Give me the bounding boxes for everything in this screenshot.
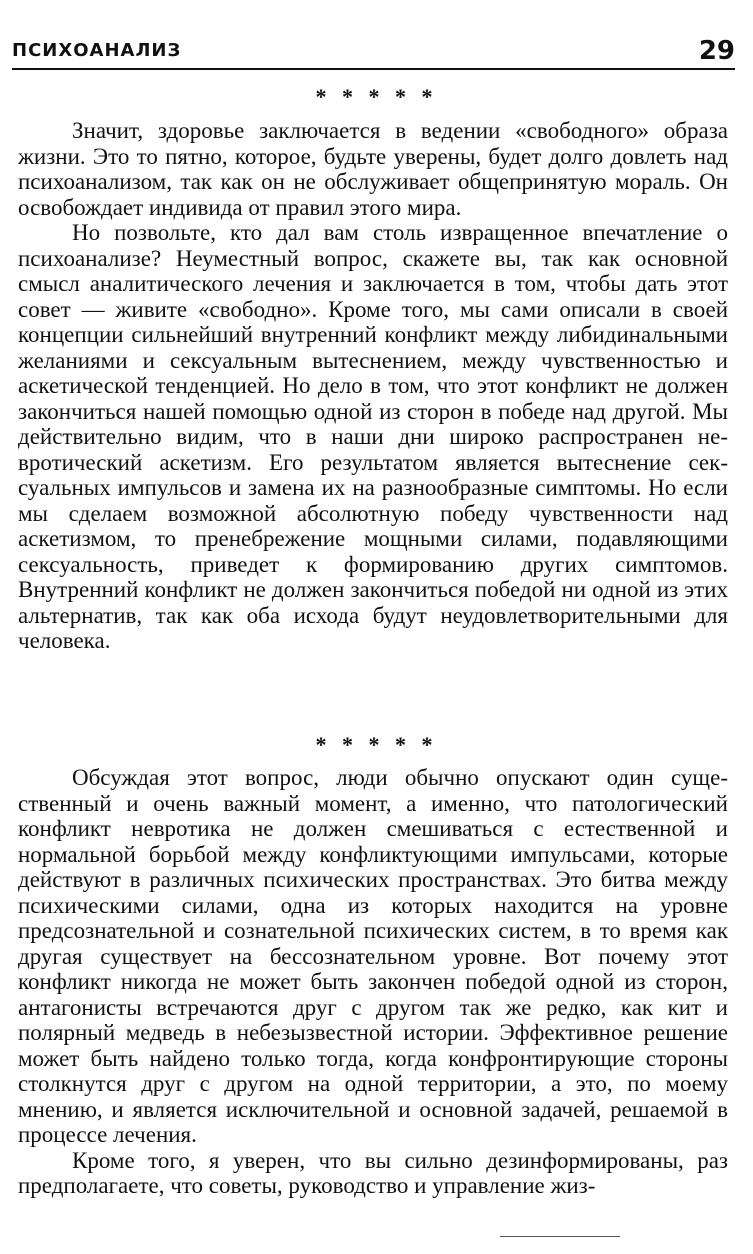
running-header (12, 38, 735, 70)
paragraph: Обсуждая этот вопрос, люди обычно опускают один существенный и очень важный момент, а именно, что патологический конфликт невротика не должен смешиваться с естественной и нормальной борьбой между конфликтующими импульсами, которые действуют в различных психических пространствах. Это битва между психическими силами, одна из которых находится на уровне предсознательной и сознательной психических систем, в то время как другая существует на бессознательном уровне. Вот почему этот конфликт никогда не может быть закончен победой одной из сторон, антагонисты встречаются друг с другом так же редко, как кит и полярный медведь в небезызвестной истории. Эффективное решение может быть найдено только тогда, когда конфронтирующие стороны столкнутся друг с другом на одной территории, а это, по моему мнению, и является исключительной и основной задачей, решаемой в процессе лечения. (18, 765, 728, 1147)
section-text-2 (18, 765, 728, 1199)
running-title: ПСИХОАНАЛИЗ (12, 40, 182, 61)
paragraph: Значит, здоровье заключается в ведении «свободного» образа жизни. Это то пятно, которое, будьте уверены, будет долго довлеть над психоанализом, так как он не обслуживает общепринятую мораль. Он освобождает индивида от правил этого мира. (18, 118, 728, 220)
footer-rule (500, 1236, 620, 1237)
section-separator: * * * * * (315, 732, 438, 757)
paragraph: Кроме того, я уверен, что вы сильно дезинформированы, раз предполагаете, что советы, руководство и управление жиз- (18, 1147, 728, 1198)
page-number: 29 (698, 36, 735, 66)
section-text-1 (18, 118, 728, 654)
section-separator: * * * * * (315, 84, 438, 109)
paragraph: Но позвольте, кто дал вам столь извращенное впечатление о психоанализе? Неуместный вопрос, скажете вы, так как основной смысл аналитического лечения и заключается в том, чтобы дать этот совет — живите «свободно». Кроме того, мы сами описали в своей концепции сильнейший внутренний конфликт между либидинальными желаниями и сексуальным вытеснением, между чувственностью и аскетической тенденцией. Но дело в том, что этот конфликт не должен закончиться нашей помощью одной из сторон в победе над другой. Мы действительно видим, что в наши дни широко распространен невротический аскетизм. Его результатом является вытеснение сексуальных импульсов и замена их на разнообразные симптомы. Но если мы сделаем возможной абсолютную победу чувственности над аскетизмом, то пренебрежение мощными силами, подавляющими сексуальность, приведет к формированию других симптомов. Внутренний конфликт не должен закончиться победой ни одной из этих альтернатив, так как оба исхода будут неудовлетворительными для человека. (18, 220, 728, 653)
